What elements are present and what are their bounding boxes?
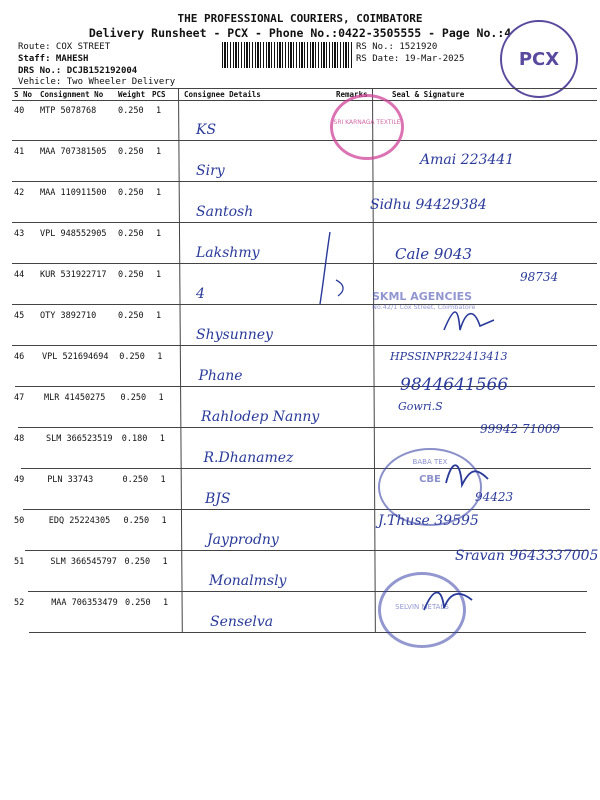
barcode — [222, 42, 352, 68]
row-sno: 50 — [14, 516, 25, 526]
row-sno: 40 — [14, 106, 25, 116]
row-consignment: SLM 366523519 — [46, 434, 113, 444]
col-header-consignment: Consignment No — [40, 90, 104, 99]
seal-divider — [372, 88, 376, 633]
row-consignee-handwriting: Phane — [198, 368, 243, 384]
row-sno: 47 — [14, 393, 25, 403]
row-consignee-handwriting: Senselva — [210, 614, 274, 630]
row-pcs: 1 — [163, 598, 169, 608]
row-consignment: KUR 531922717 — [40, 270, 107, 280]
row-consignment: SLM 366545797 — [50, 557, 117, 567]
col-header-weight: Weight — [118, 90, 146, 99]
remarks-rubber-stamp — [330, 94, 404, 160]
row-weight: 0.250 — [119, 352, 145, 362]
row-sno: 51 — [14, 557, 25, 567]
row-pcs: 1 — [156, 229, 162, 239]
row-sno: 44 — [14, 270, 25, 280]
row-weight: 0.250 — [122, 475, 149, 485]
row-consignee-handwriting: Shysunney — [196, 327, 273, 343]
remarks-stamp-text: SRI KARNAGA TEXTILE — [333, 119, 401, 126]
row-consignee-handwriting: KS — [196, 122, 217, 138]
row-separator — [29, 632, 586, 633]
row-pcs: 1 — [158, 393, 164, 403]
row-sno: 45 — [14, 311, 25, 321]
row-consignment: MAA 110911500 — [40, 188, 107, 198]
row-weight: 0.250 — [118, 270, 144, 280]
row-consignee-handwriting: R.Dhanamez — [203, 450, 294, 466]
row-pcs: 1 — [156, 270, 162, 280]
row-consignment: OTY 3892710 — [40, 311, 97, 321]
seal-handwriting-43: Cale 9043 — [395, 245, 473, 263]
row-sno: 46 — [14, 352, 25, 362]
row-separator — [12, 222, 597, 223]
row-separator — [12, 181, 597, 182]
row-pcs: 1 — [156, 106, 162, 116]
pcx-stamp-label: PCX — [518, 48, 560, 70]
row-weight: 0.250 — [118, 106, 144, 116]
table-top-border — [12, 88, 597, 89]
seal-handwriting-50: J.Thuse 39595 — [378, 513, 479, 529]
row-consignee-handwriting: Siry — [196, 163, 225, 179]
header-bottom-border — [12, 100, 597, 101]
seal-handwriting-51: Sravan 9643337005 — [455, 548, 599, 564]
seal-handwriting-46: HPSSINPR22413413 — [390, 350, 508, 363]
row-weight: 0.250 — [118, 311, 144, 321]
row-consignment: MAA 706353479 — [51, 598, 118, 608]
col-header-seal: Seal & Signature — [392, 90, 465, 99]
row-sno: 48 — [14, 434, 25, 444]
row-weight: 0.250 — [118, 188, 144, 198]
row-weight: 0.250 — [118, 229, 144, 239]
row-separator — [12, 345, 597, 346]
agency-stamp-title: SKML AGENCIES — [372, 290, 473, 303]
drs-text: DRS No.: DCJB152192004 — [18, 66, 138, 76]
agency-stamp-address: No.42/1 Cox Street, Coimbatore — [372, 303, 476, 311]
row-consignment: VPL 948552905 — [40, 229, 107, 239]
row-pcs: 1 — [156, 188, 162, 198]
row-consignee-handwriting: Lakshmy — [196, 245, 260, 261]
row-pcs: 1 — [159, 434, 165, 444]
baba-stamp-text: BABA TEX — [412, 458, 448, 466]
row-consignment: MTP 5078768 — [40, 106, 97, 116]
signature-scribble-52 — [420, 580, 480, 620]
row-separator — [12, 140, 597, 141]
row-sno: 52 — [14, 598, 25, 608]
row-sno: 49 — [14, 475, 25, 485]
row-sno: 41 — [14, 147, 25, 157]
row-consignment: EDQ 25224305 — [48, 516, 111, 526]
staff-text: Staff: MAHESH — [18, 54, 89, 64]
bracket-scribble — [300, 228, 360, 308]
row-weight: 0.250 — [125, 598, 151, 608]
row-sno: 43 — [14, 229, 25, 239]
vehicle-text: Vehicle: Two Wheeler Delivery — [18, 77, 176, 87]
row-pcs: 1 — [161, 516, 167, 526]
row-weight: 0.180 — [121, 434, 148, 444]
row-weight: 0.250 — [124, 557, 151, 567]
signature-scribble-45 — [440, 300, 500, 340]
row-consignee-handwriting: Rahlodep Nanny — [201, 409, 320, 425]
row-pcs: 1 — [157, 352, 163, 362]
row-consignment: PLN 33743 — [47, 475, 94, 485]
row-consignee-handwriting: 4 — [196, 286, 205, 302]
row-consignment: VPL 521694694 — [42, 352, 109, 362]
seal-handwriting-44: 98734 — [520, 270, 559, 284]
row-pcs: 1 — [156, 147, 162, 157]
runsheet-subtitle: Delivery Runsheet - PCX - Phone No.:0422-3505555 - Page No.:4 — [88, 26, 512, 40]
row-consignee-handwriting: Monalmsly — [209, 573, 287, 589]
row-weight: 0.250 — [120, 393, 147, 403]
row-sno: 42 — [14, 188, 25, 198]
route-text: Route: COX STREET — [18, 42, 111, 52]
row-consignment: MLR 41450275 — [44, 393, 106, 403]
col-header-remarks: Remarks — [336, 90, 368, 99]
row-weight: 0.250 — [118, 147, 144, 157]
seal-handwriting-42: Sidhu 94429384 — [370, 197, 487, 213]
row-consignment: MAA 707381505 — [40, 147, 107, 157]
seal-handwriting-41: Amai 223441 — [420, 152, 515, 168]
row-separator — [21, 468, 591, 469]
row-consignee-handwriting: Santosh — [196, 204, 254, 220]
row-consignee-handwriting: BJS — [205, 491, 231, 507]
col-header-pcs: PCS — [152, 90, 166, 99]
rs-date: RS Date: 19-Mar-2025 — [356, 54, 465, 64]
cbe-stamp-text: CBE — [419, 474, 441, 485]
signature-scribble-49 — [440, 455, 500, 495]
row-separator — [28, 591, 587, 592]
row-consignee-handwriting: Jayprodny — [207, 532, 279, 548]
gowri-handwriting: Gowri.S — [398, 400, 443, 413]
col-header-sno: S No — [14, 90, 33, 99]
row-separator — [23, 509, 590, 510]
row-weight: 0.250 — [123, 516, 150, 526]
row-pcs: 1 — [162, 557, 168, 567]
seal-handwriting-49: 94423 — [475, 490, 514, 504]
seal-handwriting-47: 9844641566 — [400, 375, 509, 395]
selvin-stamp-text: SELVIN METALS — [395, 603, 449, 611]
company-title: THE PROFESSIONAL COURIERS, COIMBATORE — [177, 12, 423, 25]
consignee-divider — [178, 88, 183, 633]
row-pcs: 1 — [156, 311, 162, 321]
pcx-stamp — [500, 20, 578, 98]
rs-number: RS No.: 1521920 — [356, 42, 438, 52]
row-pcs: 1 — [160, 475, 166, 485]
seal-handwriting-48: 99942 71009 — [480, 422, 561, 436]
col-header-consignee: Consignee Details — [184, 90, 261, 99]
